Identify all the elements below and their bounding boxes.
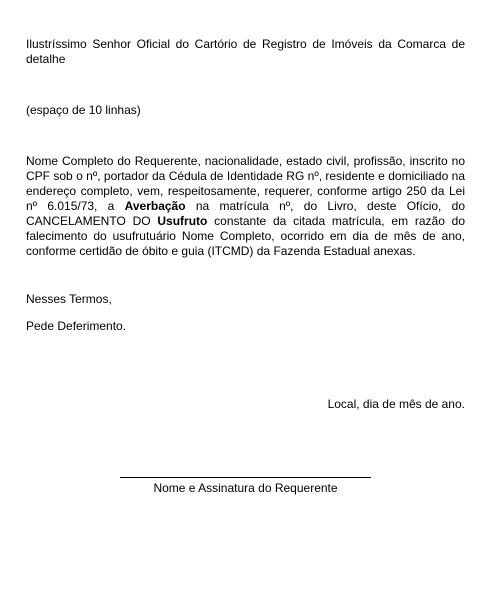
body-text-part-3: constante da citada matrícula, em razão do falecimento do usufrutuário Nome Completo, ocorrido em dia de mês de ano, conforme certidão de óbito e guia (ITCMD) da Fazenda Estadual anexas. (26, 214, 465, 258)
request-line: Pede Deferimento. (26, 319, 127, 333)
addressee-line: Ilustríssimo Senhor Oficial do Cartório de Registro de Imóveis da Comarca de detalhe (26, 37, 465, 66)
spacing-note: (espaço de 10 linhas) (26, 103, 141, 117)
place-and-date: Local, dia de mês de ano. (327, 397, 465, 411)
body-text-part-1: Nome Completo do Requerente, nacionalidade, estado civil, profissão, inscrito no CPF sob o nº, portador da Cédula de Identidade RG nº, residente e domiciliado na endereço completo, vem, respeitosamente, requerer, conforme artigo 250 da Lei nº 6.015/73, a (26, 154, 465, 213)
usufruto-bold-term: Usufruto (157, 214, 208, 228)
body-text-part-2: na matrícula nº, do Livro, deste Ofício, do CANCELAMENTO DO (26, 199, 466, 228)
averbacao-bold-term: Averbação (124, 199, 186, 213)
signature-label: Nome e Assinatura do Requerente (153, 481, 338, 495)
signature-line (120, 477, 371, 478)
request-body (26, 154, 465, 259)
closing-line: Nesses Termos, (26, 292, 112, 306)
